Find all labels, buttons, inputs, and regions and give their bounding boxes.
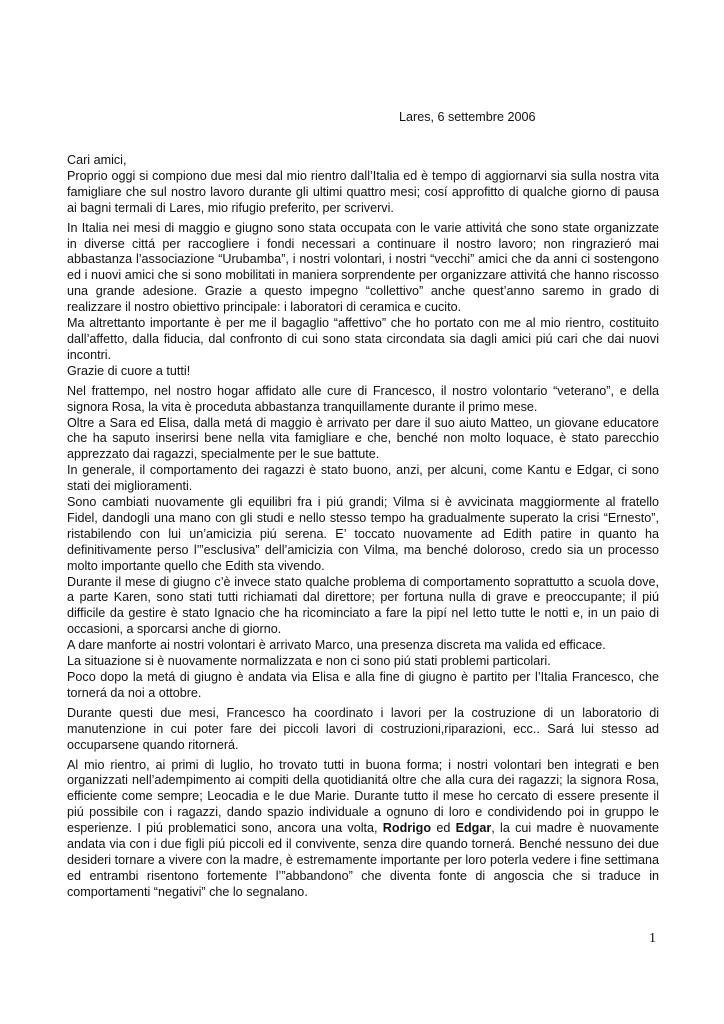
paragraph-marco: A dare manforte ai nostri volontari è arrivato Marco, una presenza discreta ma valida ed efficace.: [67, 638, 606, 653]
paragraph-italy: In Italia nei mesi di maggio e giugno sono stata occupata con le varie attivitá che sono state organizzate in diverse cittá per raccogliere i fondi necessari a continuare il nostro lavoro; non ringrazieró mai abbastanza l’associazione “Urubamba”, i nostri volontari, i nostri “vecchi” amici che da anni ci sostengono ed i nuovi amici che si sono mobilitati in maniera sorprendente per organizzare attivitá che hanno riscosso una grande adesione. Grazie a questo impegno “collettivo” anche quest’anno saremo in grado di realizzare il nostro obiettivo principale: i laboratori di ceramica e cucito.: [67, 220, 659, 315]
paragraph-behaviour: In generale, il comportamento dei ragazzi è stato buono, anzi, per alcuni, come Kantu e Edgar, ci sono stati dei miglioramenti.: [67, 463, 659, 494]
paragraph-hogar: Nel frattempo, nel nostro hogar affidato alle cure di Francesco, il nostro volontario “veterano”, e della signora Rosa, la vita è proceduta abbastanza tranquillamente durante il primo mese.: [67, 383, 659, 414]
name-rodrigo: Rodrigo: [382, 821, 432, 836]
paragraph-balance: Sono cambiati nuovamente gli equilibri fra i piú grandi; Vilma si è avvicinata maggiormente al fratello Fidel, dandogli una mano con gli studi e nello stesso tempo ha gradualmente superato la crisi “Ernesto”, ristabilendo con lui un’amicizia piú serena. E’ toccato nuovamente ad Edith patire in quanto ha definitivamente perso l’”esclusiva” dell’amicizia con Vilma, ma benché doloroso, credo sia un processo molto importante quello che Edith sta vivendo.: [67, 495, 659, 573]
paragraph-normal: La situazione si è nuovamente normalizzata e non ci sono piú stati problemi particolari.: [67, 654, 551, 669]
paragraph-departures: Poco dopo la metá di giugno è andata via Elisa e alla fine di giugno è partito per l’Italia Francesco, che tornerá da noi a ottobre.: [67, 670, 659, 700]
name-edgar: Edgar: [455, 821, 492, 836]
paragraph-volunteers: Oltre a Sara ed Elisa, dalla metá di maggio è arrivato per dare il suo aiuto Matteo, un giovane educatore che ha saputo inserirsi bene nella vita famigliare e che, benché non molto loquace, è stato parecchio apprezzato dai ragazzi, specialmente per le sue battute.: [67, 415, 659, 462]
greeting: Cari amici,: [67, 153, 127, 167]
return-text-1: Al mio rientro, ai primi di luglio, ho trovato tutti in buona forma; i nostri volontari ben integrati e ben organizzati nell’adempimento ai compiti della quotidianitá oltre che alla cura dei ragazzi; la signora Rosa, efficiente come sempre; Leocadia e le due Marie. Durante tutto il mese ho cercato di essere presente il piú possibile con i ragazzi, dando spazio individuale a ognuno di loro e condividendo poi in gruppo le esperienze. I piú problematici sono, ancora una volta,: [67, 757, 659, 836]
paragraph-thanks: Grazie di cuore a tutti!: [67, 363, 191, 378]
paragraph-affection: Ma altrettanto importante è per me il bagaglio “affettivo” che ho portato con me al mio rientro, costituito dall’affetto, dalla fiducia, dal confronto di cui sono stata circondata sia dagli amici piú cari che dai nuovi incontri.: [67, 316, 659, 362]
letter-date: Lares, 6 settembre 2006: [399, 110, 536, 124]
return-text-2: ed: [431, 821, 456, 836]
letter-body: [67, 153, 659, 901]
paragraph-june: Durante il mese di giugno c’è invece stato qualche problema di comportamento soprattutto a scuola dove, a parte Karen, sono stati tutti richiamati dal direttore; per fortuna nulla di grave e preoccupante; il piú difficile da gestire è stato Ignacio che ha ricominciato a fare la pipí nel letto tutte le notti e, in un paio di occasioni, a sporcarsi anche di giorno.: [67, 574, 659, 637]
paragraph-workshop: Durante questi due mesi, Francesco ha coordinato i lavori per la costruzione di un laboratorio di manutenzione in cui poter fare dei piccoli lavori di costruzioni,riparazioni, ecc.. Sará lui stesso ad occuparsene quando ritornerá.: [67, 705, 659, 752]
paragraph-intro: Proprio oggi si compiono due mesi dal mio rientro dall’Italia ed è tempo di aggiornarvi sia sulla nostra vita famigliare che sul nostro lavoro durante gli ultimi quattro mesi; cosí approfitto di qualche giorno di pausa ai bagni termali di Lares, mio rifugio preferito, per scrivervi.: [67, 168, 659, 215]
return-text-3: , la cui madre è nuovamente andata via con i due figli piú piccoli ed il convivente, senza dire quando tornerá. Benché nessuno dei due desideri tornare a vivere con la madre, è estremamente importante per loro poterla vedere i fine settimana ed entrambi risentono fortemente l’”abbandono” che diventa fonte di angoscia che si traduce in comportamenti “negativi” che lo segnalano.: [67, 821, 659, 899]
page-number: 1: [649, 931, 656, 946]
paragraph-return: [67, 758, 659, 901]
